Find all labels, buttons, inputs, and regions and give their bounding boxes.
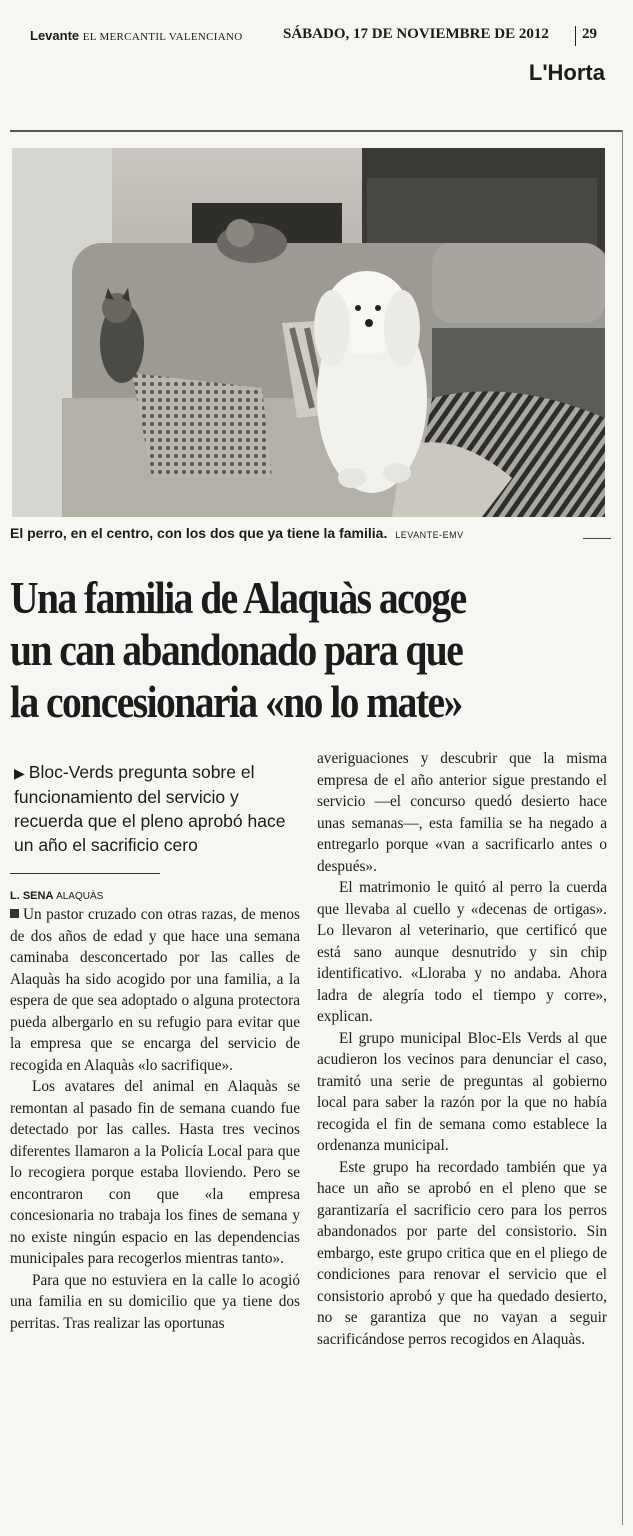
byline-place: ALAQUÀS xyxy=(56,891,104,902)
article-column-left xyxy=(10,748,300,1334)
article-column-right xyxy=(317,748,607,1350)
summary-rule xyxy=(10,873,160,874)
issue-date: SÁBADO, 17 DE NOVIEMBRE DE 2012 xyxy=(283,26,549,42)
headline-line: un can abandonado para que xyxy=(10,624,463,675)
photo-caption xyxy=(10,525,610,541)
dogs-photo-illustration xyxy=(12,148,605,517)
page-number: 29 xyxy=(582,26,597,42)
article-body-right xyxy=(317,748,607,1350)
section-title: L'Horta xyxy=(528,60,605,85)
article-photo xyxy=(12,148,605,517)
paragraph: El grupo municipal Bloc-Els Verds al que acudieron los vecinos para denunciar el caso, tramitó una serie de preguntas al gobierno local para saber la razón por la que no había recogida el fin de semana como establece la ordenanza municipal. xyxy=(317,1029,607,1154)
headline-line: Una familia de Alaquàs acoge xyxy=(10,572,466,623)
byline-author: L. SENA xyxy=(10,890,53,902)
top-rule xyxy=(10,130,623,132)
paragraph xyxy=(10,904,300,1076)
paragraph: El matrimonio le quitó al perro la cuerda que llevaba al cuello y «decenas de ortigas». Lo llevaron al veterinario, que certificó que está sano aunque desnutrido y sin chip identificativo. «Lloraba y no andaba. Ahora ladra de alegría todo el tiempo y corre», explican. xyxy=(317,879,607,1025)
summary-deck xyxy=(10,760,300,857)
masthead xyxy=(30,22,605,50)
byline xyxy=(10,890,300,902)
triangle-bullet-icon: ▶ xyxy=(14,765,25,781)
paragraph: Este grupo ha recordado también que ya hace un año se aprobó en el pleno que se garantizaría el sacrificio cero para los perros abandonados por parte del consistorio. Sin embargo, este grupo critica que en el pliego de condiciones para renovar el servicio que el consistorio aprobó y que ha quedado desierto, no se garantiza que no vayan a seguir sacrificándose perros recogidos en Alaquàs. xyxy=(317,1158,607,1348)
paragraph: Para que no estuviera en la calle lo acogió una familia en su domicilio que ya tiene dos perritas. Tras realizar las oportunas xyxy=(10,1271,300,1332)
right-column-rule xyxy=(622,130,623,1525)
article-body-left xyxy=(10,904,300,1334)
summary-text: Bloc-Verds pregunta sobre el funcionamiento del servicio y recuerda que el pleno aprobó hace un año el sacrificio cero xyxy=(14,762,286,855)
photo-credit: LEVANTE-EMV xyxy=(395,530,464,540)
paper-subtitle: EL MERCANTIL VALENCIANO xyxy=(82,31,243,43)
masthead-divider xyxy=(575,26,576,46)
headline xyxy=(10,572,612,728)
paper-title: Levante xyxy=(30,28,80,43)
paragraph: averiguaciones y descubrir que la misma empresa de el año anterior sigue prestando el servicio —el concurso quedó desierto hace unas semanas—, esta familia se ha negado a entregarlo porque «van a sacrificarlo antes o después». xyxy=(317,750,607,875)
caption-dash xyxy=(583,538,611,539)
paragraph: Los avatares del animal en Alaquàs se remontan al pasado fin de semana cuando fue detectado por las calles. Hasta tres vecinos diferentes llamaron a la Policía Local para que lo recogiera porque estaba lloviendo. Pero se encontraron con que «la empresa concesionaria no trabaja los fines de semana y no existe ningún espacio en las dependencias municipales para recogerlos mientras tanto». xyxy=(10,1078,300,1267)
paragraph-text: Un pastor cruzado con otras razas, de menos de dos años de edad y que hace una semana caminaba desconcertado por las calles de Alaquàs ha sido acogido por una familia, a la espera de que sea adoptado o alguna protectora pueda albergarlo en su refugio para evitar que la empresa que se encarga del servicio de recogida en Alaquàs «lo sacrifique». xyxy=(10,906,300,1074)
square-bullet-icon xyxy=(10,909,19,918)
newspaper-name xyxy=(30,28,242,43)
caption-text: El perro, en el centro, con los dos que ya tiene la familia. xyxy=(10,525,388,541)
headline-line: la concesionaria «no lo mate» xyxy=(10,676,462,727)
